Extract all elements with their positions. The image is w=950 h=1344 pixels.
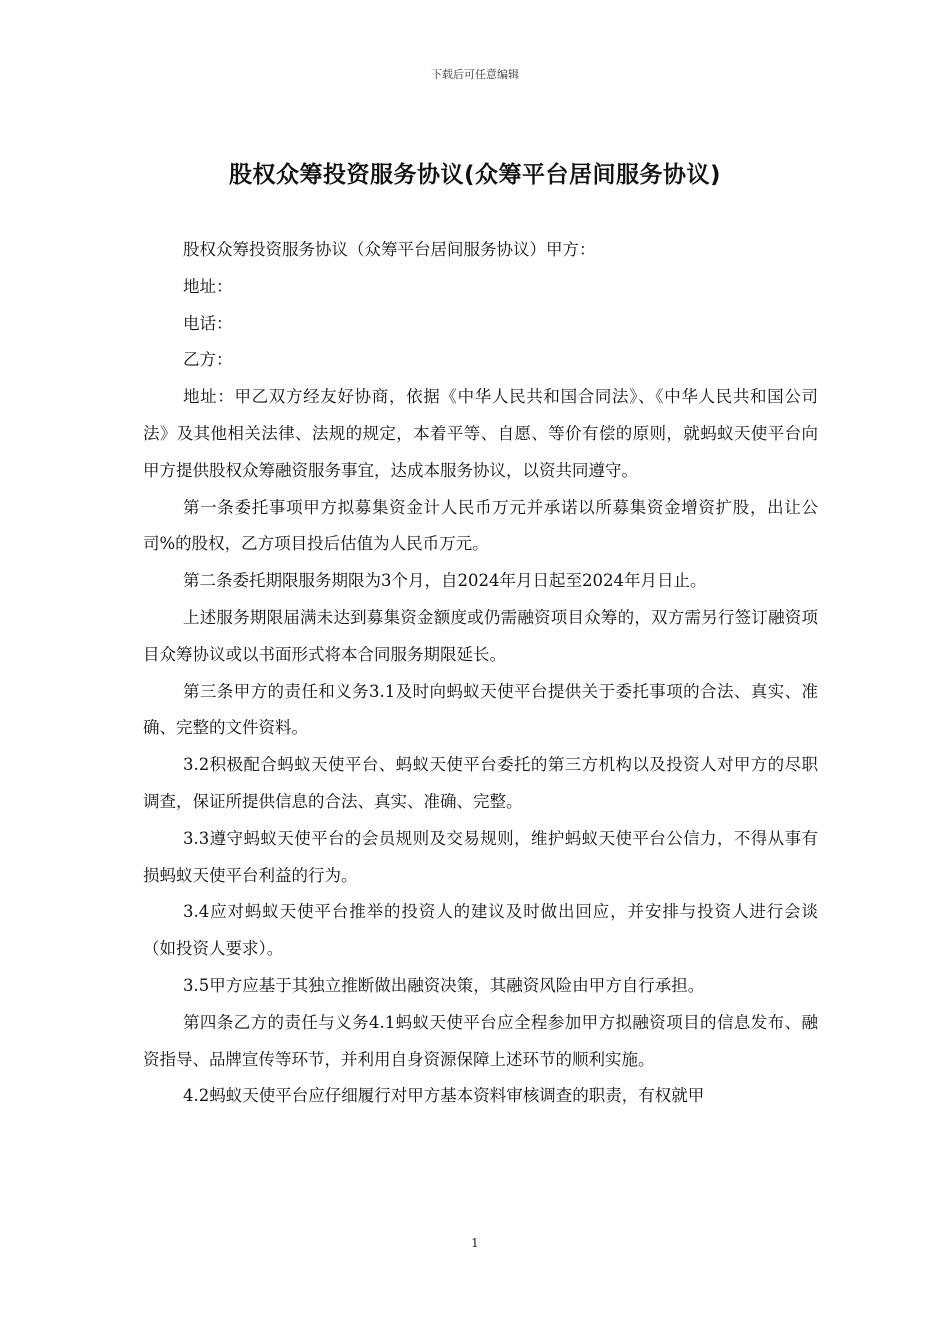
header-note: 下载后可任意编辑 xyxy=(431,68,519,81)
paragraph: 第一条委托事项甲方拟募集资金计人民币万元并承诺以所募集资金增资扩股，出让公司%的股权，乙方项目投后估值为人民币万元。 xyxy=(143,497,818,554)
page-number: 1 xyxy=(471,1236,479,1250)
paragraph: 电话： xyxy=(183,313,233,333)
paragraph: 3.3遵守蚂蚁天使平台的会员规则及交易规则，维护蚂蚁天使平台公信力，不得从事有损蚂蚁天使平台利益的行为。 xyxy=(143,828,818,885)
document-body xyxy=(143,232,818,1115)
paragraph: 第二条委托期限服务期限为3个月，自2024年月日起至2024年月日止。 xyxy=(183,571,707,591)
paragraph: 4.2蚂蚁天使平台应仔细履行对甲方基本资料审核调查的职责，有权就甲 xyxy=(183,1086,705,1106)
paragraph: 第四条乙方的责任与义务4.1蚂蚁天使平台应全程参加甲方拟融资项目的信息发布、融资指导、品牌宣传等环节，并利用自身资源保障上述环节的顺利实施。 xyxy=(143,1012,818,1069)
paragraph: 乙方： xyxy=(183,350,233,370)
paragraph: 3.2积极配合蚂蚁天使平台、蚂蚁天使平台委托的第三方机构以及投资人对甲方的尽职调查，保证所提供信息的合法、真实、准确、完整。 xyxy=(143,755,818,811)
paragraph: 地址：甲乙双方经友好协商，依据《中华人民共和国合同法》、《中华人民共和国公司法》及其他相关法律、法规的规定，本着平等、自愿、等价有偿的原则，就蚂蚁天使平台向甲方提供股权众筹融资服务事宜，达成本服务协议，以资共同遵守。 xyxy=(143,387,818,480)
document-title: 股权众筹投资服务协议(众筹平台居间服务协议) xyxy=(228,162,722,188)
paragraph: 地址： xyxy=(183,276,233,296)
paragraph: 3.4应对蚂蚁天使平台推举的投资人的建议及时做出回应，并安排与投资人进行会谈（如投资人要求）。 xyxy=(143,902,818,959)
paragraph: 第三条甲方的责任和义务3.1及时向蚂蚁天使平台提供关于委托事项的合法、真实、准确、完整的文件资料。 xyxy=(143,681,818,738)
paragraph: 上述服务期限届满未达到募集资金额度或仍需融资项目众筹的，双方需另行签订融资项目众筹协议或以书面形式将本合同服务期限延长。 xyxy=(143,607,818,664)
paragraph: 3.5甲方应基于其独立推断做出融资决策，其融资风险由甲方自行承担。 xyxy=(183,975,705,995)
paragraph: 股权众筹投资服务协议（众筹平台居间服务协议）甲方： xyxy=(183,240,596,259)
